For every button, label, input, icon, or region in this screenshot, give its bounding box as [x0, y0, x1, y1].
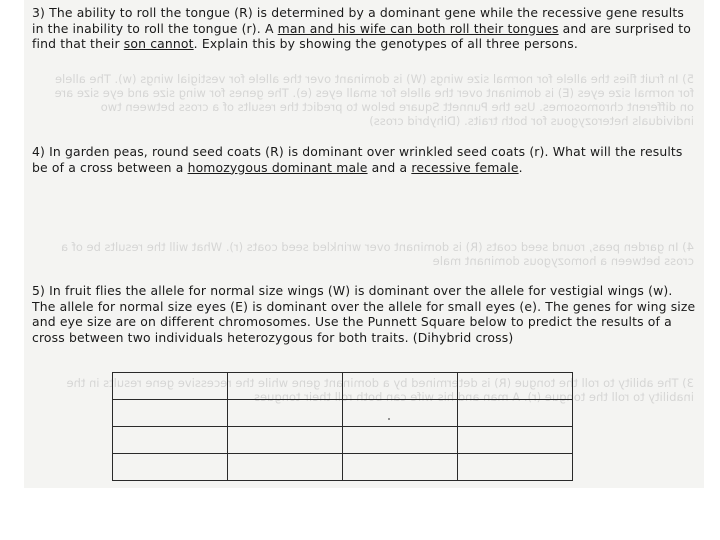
punnett-cell[interactable] — [228, 373, 343, 400]
punnett-cell[interactable] — [343, 454, 458, 481]
punnett-cell[interactable] — [458, 454, 573, 481]
punnett-row — [113, 427, 573, 454]
punnett-cell[interactable] — [458, 400, 573, 427]
punnett-cell[interactable] — [113, 427, 228, 454]
question-4-underline-male: homozygous dominant male — [187, 159, 368, 175]
punnett-row — [113, 454, 573, 481]
punnett-cell[interactable] — [343, 373, 458, 400]
question-3-underline-son: son cannot — [123, 36, 194, 51]
question-3-text-end: . Explain this by showing the genotypes of all three persons. — [193, 36, 578, 51]
bleed-through-text: 3) The ability to roll the tongue (R) is determined by a dominant gene while the recessive gene results in the inability to roll the tongue (r). A man and his wife can both roll their tongues — [66, 376, 694, 404]
punnett-cell[interactable] — [228, 427, 343, 454]
question-4-text: 4) In garden peas, round seed coats (R) is dominant over wrinkled seed coats (r). What will the results be of a cross between a — [32, 144, 683, 175]
question-4-text-end: . — [518, 159, 523, 175]
punnett-cell[interactable] — [458, 427, 573, 454]
punnett-square — [112, 372, 573, 481]
question-4 — [32, 144, 697, 175]
scan-speck — [388, 418, 390, 420]
punnett-cell[interactable] — [113, 400, 228, 427]
question-3 — [32, 5, 697, 52]
punnett-cell[interactable] — [228, 454, 343, 481]
punnett-row — [113, 400, 573, 427]
question-4-underline-female: recessive female — [411, 159, 519, 175]
question-3-text-cont: and are surprised to find that their — [32, 20, 692, 51]
punnett-cell[interactable] — [113, 454, 228, 481]
bleed-through-text: 4) In garden peas, round seed coats (R) is dominant over wrinkled seed coats (r). What will the results be of a cross between a homozygous dominant male — [61, 240, 694, 268]
punnett-row — [113, 373, 573, 400]
punnett-cell[interactable] — [228, 400, 343, 427]
question-3-underline-parents: man and his wife can both roll their tongues — [277, 20, 559, 36]
punnett-cell[interactable] — [113, 373, 228, 400]
question-3-text: 3) The ability to roll the tongue (R) is determined by a dominant gene while the recessive gene results in the inability to roll the tongue (r). A — [32, 5, 685, 36]
punnett-cell[interactable] — [458, 373, 573, 400]
question-5 — [32, 283, 697, 345]
worksheet-page — [24, 0, 704, 488]
punnett-cell[interactable] — [343, 400, 458, 427]
punnett-cell[interactable] — [343, 427, 458, 454]
question-5-text: 5) In fruit flies the allele for normal size wings (W) is dominant over the allele for vestigial wings (w). The allele for normal size eyes (E) is dominant over the allele for small eyes (e). The genes for wing size and eye size are on different chromosomes. Use the Punnett Square below to predict the results of a cross between two individuals heterozygous for both traits. (Dihybrid cross) — [32, 283, 696, 345]
question-4-text-cont: and a — [367, 159, 412, 175]
bleed-through-text: 5) In fruit flies the allele for normal size wings (W) is dominant over the allele for vestigial wings (w). The allele for normal size eyes (E) is dominant over the allele for small eyes (e). The genes for wing size and eye size are on different chromosomes. Use the Punnett Square below to predict the results of a cross between two individuals heterozygous for both traits. (Dihybrid cross) — [54, 72, 694, 128]
